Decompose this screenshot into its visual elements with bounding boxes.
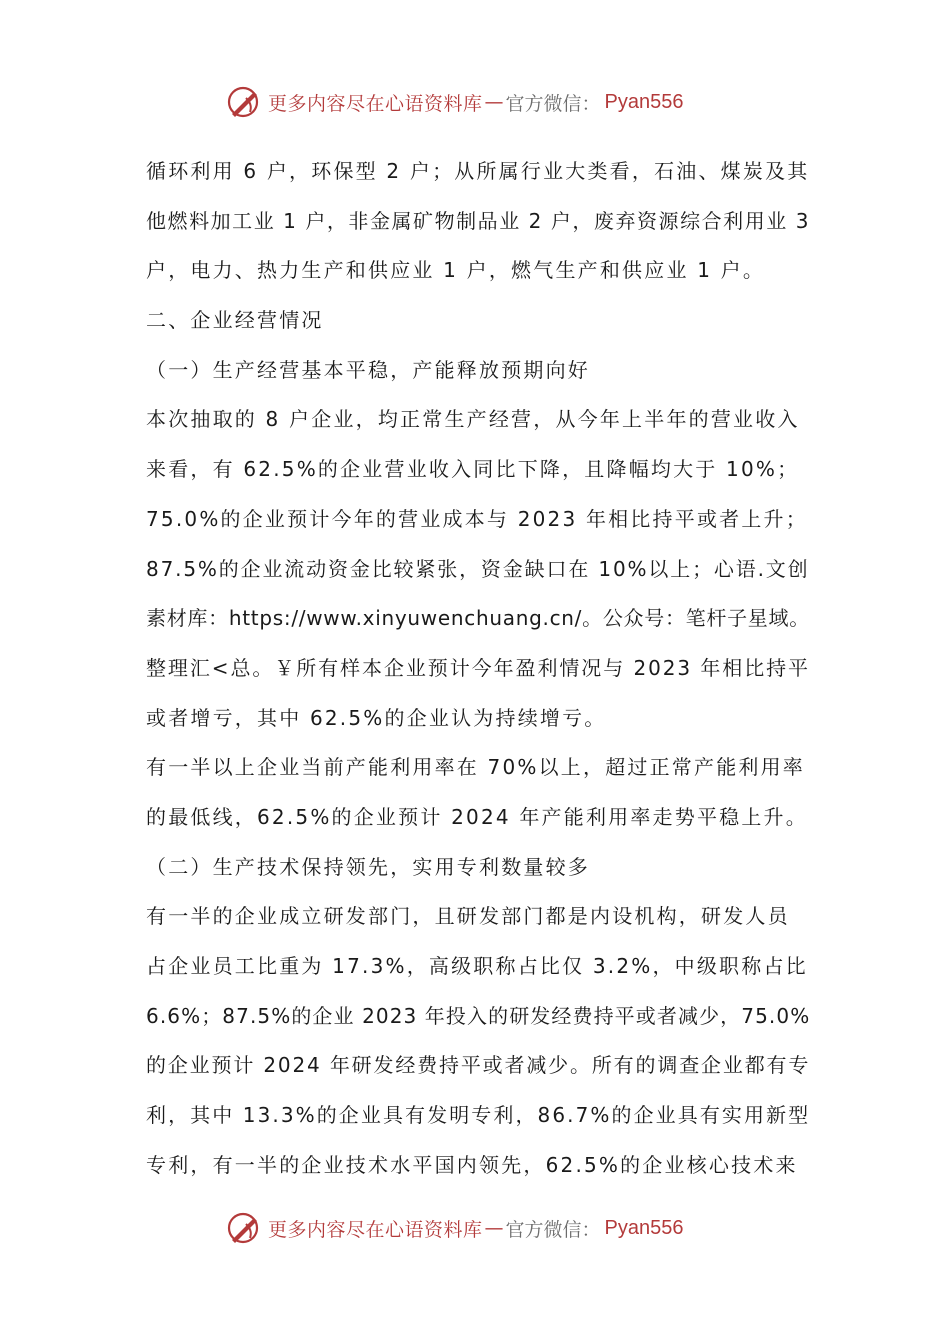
body-line: 有一半以上企业当前产能利用率在 70%以上，超过正常产能利用率: [146, 755, 806, 780]
section-heading: 二、企业经营情况: [146, 308, 324, 333]
body-line: 有一半的企业成立研发部门，且研发部门都是内设机构，研发人员: [146, 904, 790, 929]
footer-slogan: 更多内容尽在心语资料库: [268, 1218, 483, 1241]
footer-dash: —: [484, 1217, 504, 1239]
body-line: 利，其中 13.3%的企业具有发明专利，86.7%的企业具有实用新型: [146, 1103, 811, 1128]
body-line: 87.5%的企业流动资金比较紧张，资金缺口在 10%以上；心语.文创: [146, 556, 810, 581]
pen-logo-icon: [226, 1210, 262, 1246]
body-line: 6.6%；87.5%的企业 2023 年投入的研发经费持平或者减少，75.0%: [146, 1003, 811, 1028]
footer-wechat-label: 官方微信：: [505, 1218, 601, 1241]
body-line: 或者增亏，其中 62.5%的企业认为持续增亏。: [146, 705, 607, 730]
body-line: 循环利用 6 户，环保型 2 户；从所属行业大类看，石油、煤炭及其: [146, 159, 810, 183]
subsection-heading: （一）生产经营基本平稳，产能释放预期向好: [146, 357, 590, 382]
body-line: 他燃料加工业 1 户，非金属矿物制品业 2 户，废弃资源综合利用业 3: [146, 208, 810, 233]
body-line: 来看，有 62.5%的企业营业收入同比下降，且降幅均大于 10%；: [146, 457, 800, 482]
body-line: 专利，有一半的企业技术水平国内领先，62.5%的企业核心技术来: [146, 1152, 798, 1177]
header-wechat-label: 官方微信：: [505, 92, 601, 115]
footer-banner: [226, 1208, 746, 1248]
footer-wechat-id: Pyan556: [604, 1216, 684, 1239]
pen-logo-icon: [226, 84, 262, 120]
header-banner: [226, 82, 746, 122]
header-wechat-id: Pyan556: [604, 90, 684, 113]
body-line: 整理汇<总。￥所有样本企业预计今年盈利情况与 2023 年相比持平: [146, 655, 810, 680]
header-slogan: 更多内容尽在心语资料库: [268, 92, 483, 115]
body-line: 占企业员工比重为 17.3%，高级职称占比仅 3.2%，中级职称占比: [146, 954, 808, 978]
document-body: [146, 147, 811, 1190]
header-dash: —: [484, 91, 504, 113]
subsection-heading: （二）生产技术保持领先，实用专利数量较多: [146, 854, 590, 879]
body-line: 的最低线，62.5%的企业预计 2024 年产能利用率走势平稳上升。: [146, 804, 808, 829]
body-line: 的企业预计 2024 年研发经费持平或者减少。所有的调查企业都有专: [146, 1053, 811, 1078]
body-line: 户，电力、热力生产和供应业 1 户，燃气生产和供应业 1 户。: [146, 258, 766, 283]
body-line: 素材库：https://www.xinyuwenchuang.cn/。公众号：笔杆子星域。: [146, 606, 810, 631]
body-line: 75.0%的企业预计今年的营业成本与 2023 年相比持平或者上升；: [146, 506, 808, 531]
body-line: 本次抽取的 8 户企业，均正常生产经营，从今年上半年的营业收入: [146, 407, 800, 432]
